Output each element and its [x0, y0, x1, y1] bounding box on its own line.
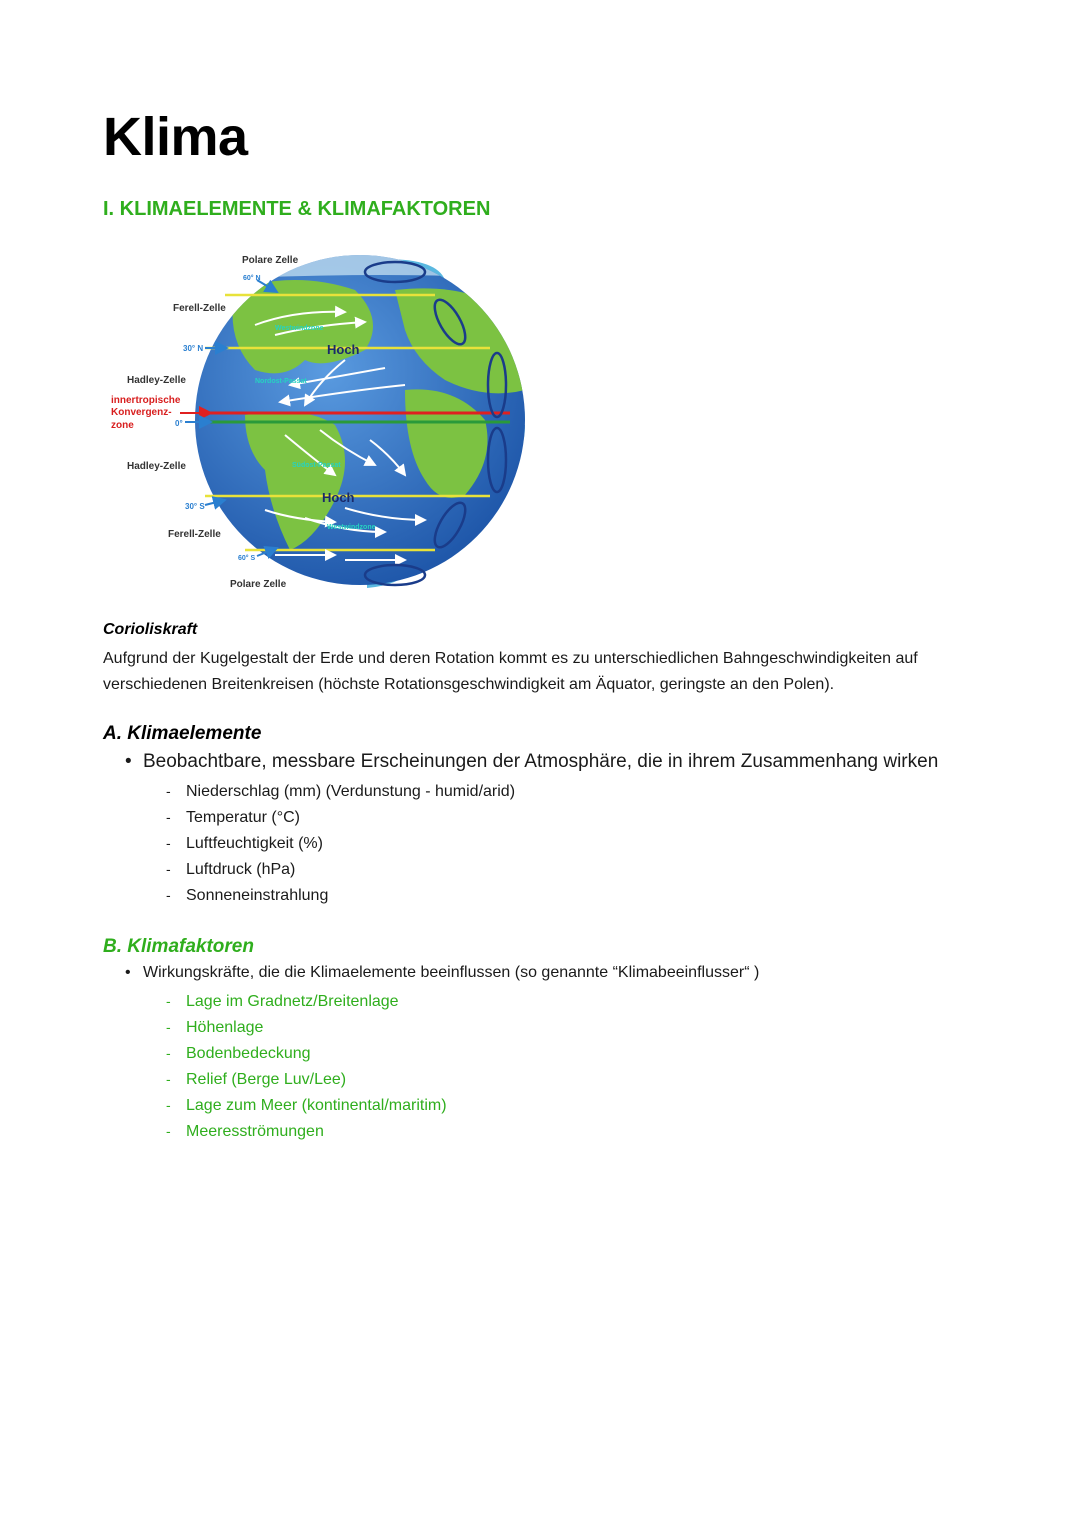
label-hadley-n: Hadley-Zelle — [127, 375, 186, 386]
label-lat-30n: 30° N — [183, 344, 204, 353]
klimaelemente-heading: A. Klimaelemente — [103, 723, 262, 744]
klimaelemente-list — [166, 778, 515, 908]
klimafaktoren-heading: B. Klimafaktoren — [103, 936, 254, 957]
list-item: - Lage zum Meer (kontinental/maritim) — [166, 1097, 447, 1114]
label-westwind-n: Westwindzone — [275, 325, 324, 332]
label-hoch-n: Hoch — [327, 342, 360, 357]
atmospheric-circulation-diagram — [105, 250, 535, 600]
label-westwind-s: Westwindzone — [327, 524, 376, 531]
list-item: - Meeresströmungen — [166, 1123, 324, 1140]
list-item: - Niederschlag (mm) (Verdunstung - humid/arid) — [166, 783, 516, 800]
label-nordost: Nordost-Passat — [255, 378, 307, 385]
klimaelemente-bullet — [125, 751, 938, 773]
bullet-dot: • — [125, 964, 131, 981]
klimaelemente-bullet-text: Beobachtbare, messbare Erscheinungen der Atmosphäre, die in ihrem Zusammenhang wirken — [143, 751, 939, 772]
list-item: - Sonneneinstrahlung — [166, 887, 329, 904]
label-hadley-s: Hadley-Zelle — [127, 461, 186, 472]
klimafaktoren-bullet — [125, 964, 759, 982]
label-ferrel-n: Ferell-Zelle — [173, 303, 226, 314]
label-lat-60n: 60° N — [243, 275, 261, 282]
label-suedost: Südost-Passat — [292, 462, 341, 469]
list-item: - Bodenbedeckung — [166, 1045, 311, 1062]
list-item: - Luftdruck (hPa) — [166, 861, 296, 878]
list-item: - Lage im Gradnetz/Breitenlage — [166, 993, 399, 1010]
coriolis-paragraph: Aufgrund der Kugelgestalt der Erde und deren Rotation kommt es zu unterschiedlichen Bahngeschwindigkeiten auf verschiedenen Breitenkreisen (höchste Rotationsgeschwindigkeit am Äquator, geringste an den Polen). — [103, 650, 918, 693]
label-ferrel-s: Ferell-Zelle — [168, 529, 221, 540]
label-itcz-2: Konvergenz- — [111, 407, 172, 418]
list-item: - Temperatur (°C) — [166, 809, 300, 826]
label-hoch-s: Hoch — [322, 490, 355, 505]
list-item: - Luftfeuchtigkeit (%) — [166, 835, 323, 852]
label-lat-60s: 60° S — [238, 555, 256, 562]
klimafaktoren-list — [166, 988, 447, 1144]
klimafaktoren-bullet-text: Wirkungskräfte, die die Klimaelemente beeinflussen (so genannte “Klimabeeinflusser“ ) — [143, 964, 760, 981]
globe — [195, 250, 525, 585]
section-heading: I. KLIMAELEMENTE & KLIMAFAKTOREN — [103, 198, 491, 220]
label-polar-s: Polare Zelle — [230, 579, 287, 590]
label-itcz-3: zone — [111, 420, 134, 431]
label-itcz-1: innertropische — [111, 395, 181, 406]
label-lat-0: 0° — [175, 419, 183, 428]
list-item: - Relief (Berge Luv/Lee) — [166, 1071, 347, 1088]
list-item: - Höhenlage — [166, 1019, 264, 1036]
coriolis-heading: Corioliskraft — [103, 621, 198, 638]
label-lat-30s: 30° S — [185, 502, 205, 511]
label-polar-n: Polare Zelle — [242, 255, 299, 266]
bullet-dot: • — [125, 751, 132, 772]
page-title: Klima — [103, 107, 248, 167]
